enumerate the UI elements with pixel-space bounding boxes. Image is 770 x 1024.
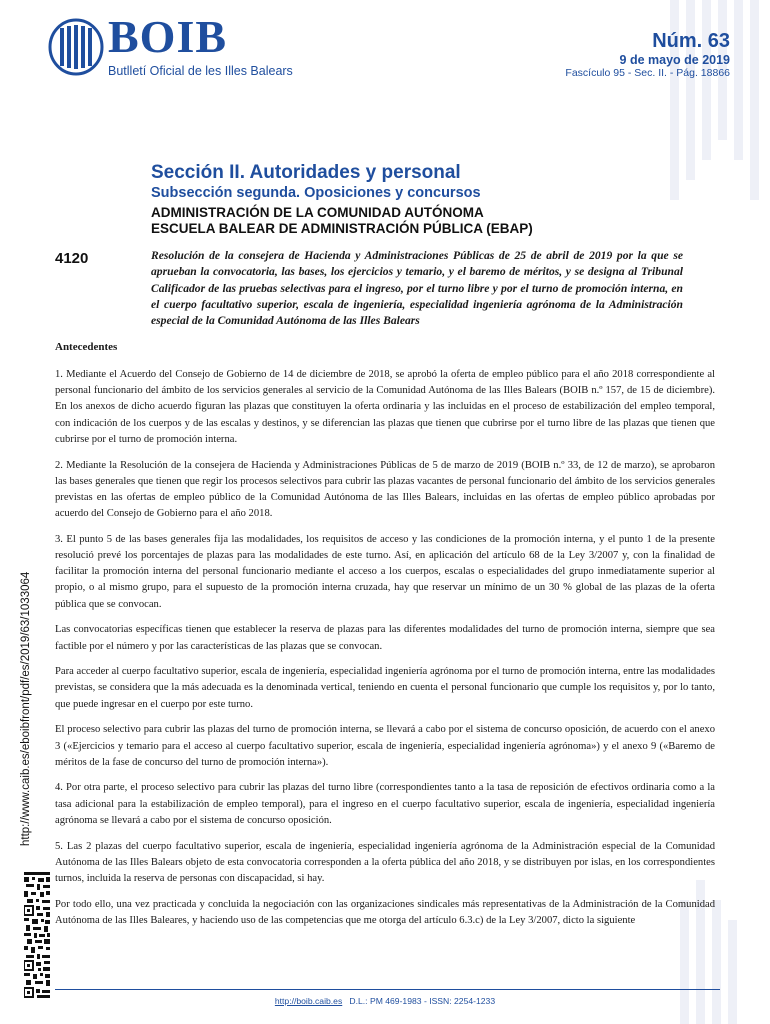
issue-date: 9 de mayo de 2019: [619, 53, 730, 67]
boib-shield-logo: [48, 18, 104, 76]
resolution-title: Resolución de la consejera de Hacienda y Administraciones Públicas de 25 de abril de 2019 por la que se aprueban la convocatoria, las bases, los ejercicios y temario, y el baremo de méritos, y se designa al Tribunal Calificador de las pruebas selectivas para el ingreso, por el turno libre y por el turno de promoción interna, en el cuerpo facultativo superior, escala de ingeniería, especialidad ingeniería agrónoma de la Administración especial de la Comunidad Autónoma de las Illes Balears: [151, 249, 683, 328]
paragraph: 4. Por otra parte, el proceso selectivo para cubrir las plazas del turno libre (correspondientes tanto a la tasa de reposición de efectivos ordinaria como a la tasa adicional para la estabilización de empleo temporal), para el ingreso en el cuerpo facultativo superior, escala de ingeniería, especialidad ingeniería agrónoma se llevará a cabo por el sistema de concurso oposición.: [55, 782, 715, 826]
paragraph: 1. Mediante el Acuerdo del Consejo de Gobierno de 14 de diciembre de 2018, se aprobó la oferta de empleo público para el año 2018 correspondiente al personal funcionario del ámbito de los servicios generales al servicio de la Comunidad Autónoma de las Illes Balears (BOIB n.º 157, de 15 de diciembre). En los anexos de dicho acuerdo figuran las plazas que constituyen la oferta ordinaria y las incluidas en el proceso de estabilización del empleo temporal, con indicación de los cuerpos y de las escalas y destinos, y se diferencian las plazas que tienen que cubrirse por el turno libre de las plazas que tienen que cubrirse por el turno de promoción interna.: [55, 369, 715, 445]
document-number: 4120: [55, 250, 89, 267]
antecedentes-heading: Antecedentes: [55, 341, 118, 353]
footer-link[interactable]: http://boib.caib.es: [274, 996, 343, 1006]
footer: [0, 996, 770, 1006]
fascicle-info: Fascículo 95 - Sec. II. - Pág. 18866: [565, 67, 730, 79]
issue-number: Núm. 63: [652, 30, 730, 52]
document-body: [55, 367, 715, 939]
paragraph: 5. Las 2 plazas del cuerpo facultativo superior, escala de ingeniería, especialidad ingeniería agrónoma de la Administración especial de la Comunidad Autónoma de las Illes Balears objeto de esta convocatoria corresponden a la oferta pública del año 2018, y se distribuyen por islas, en los correspondientes turnos, incluida la reserva de personas con discapacidad, si hay.: [55, 840, 715, 884]
section-title: Sección II. Autoridades y personal: [151, 162, 461, 183]
paragraph: 3. El punto 5 de las bases generales fija las modalidades, los requisitos de acceso y las condiciones de la promoción interna, y el punto 1 de la presente resolució prevé los porcentajes de plazas para las modalidades de este turno. Así, en aplicación del artículo 68 de la Ley 3/2007 y, con la finalidad de facilitar la promoción interna del personal funcionario mediante el acceso a los cuerpos, escalas o especialidades del grupo inmediatamente superior al propio, o al mismo grupo, para el supuesto de la promoción interna cruzada, hay que reservar un mínimo de un 30 % global de las plazas de la oferta pública que se convocan.: [55, 533, 715, 610]
footer-info: D.L.: PM 469-1983 - ISSN: 2254-1233: [349, 996, 496, 1006]
admin-line-2: ESCUELA BALEAR DE ADMINISTRACIÓN PÚBLICA (EBAP): [151, 221, 533, 236]
administration-heading: [151, 205, 533, 237]
paragraph: Por todo ello, una vez practicada y concluida la negociación con las organizaciones sindicales más representativas de la Administración de la Comunidad Autónoma de las Illes Baleares, y haciendo uso de las competencias que me otorga del artículo 6.3.c) de la Ley 3/2007, dicto la siguiente: [55, 898, 715, 926]
barcode-qr-icon: [24, 872, 50, 998]
admin-line-1: ADMINISTRACIÓN DE LA COMUNIDAD AUTÓNOMA: [151, 205, 484, 220]
side-document-url[interactable]: http://www.caib.es/eboibfront/pdf/es/2019/63/1033064: [20, 571, 32, 846]
boib-subtitle: Butlletí Oficial de les Illes Balears: [108, 64, 293, 78]
boib-logo-text: BOIB: [108, 11, 228, 62]
paragraph: 2. Mediante la Resolución de la consejera de Hacienda y Administraciones Públicas de 5 de marzo de 2019 (BOIB n.º 33, de 12 de marzo), se aprobaron las bases generales que tienen que regir los procesos selectivos para cubrir las plazas vacantes de personal funcionario del ámbito de los servicios generales previstas en las ofertas de empleo público de la Comunidad Autónoma de las Illes Balears, incluidas en las ofertas de empleo público aprobadas por acuerdo del Consejo de Gobierno para el año 2018.: [55, 459, 715, 520]
footer-divider: [55, 989, 720, 990]
paragraph: El proceso selectivo para cubrir las plazas del turno de promoción interna, se llevará a cabo por el sistema de concurso oposición, de acuerdo con el anexo 3 («Ejercicios y temario para el acceso al cuerpo facultativo superior, escala de ingeniería, especialidad ingeniería agrónoma») y el anexo 9 («Baremo de méritos de la fase de concurso del turno de promoción interna»).: [55, 724, 715, 768]
paragraph: Las convocatorias específicas tienen que establecer la reserva de plazas para las diferentes modalidades del turno de promoción interna, siempre que sea factible por el número y por las características de las plazas que se convocan.: [55, 624, 715, 652]
paragraph: Para acceder al cuerpo facultativo superior, escala de ingeniería, especialidad ingeniería agrónoma por el turno de promoción interna, entre las modalidades previstas, se considera que la más adecuada es la denominada vertical, teniendo en cuenta el personal funcionario que cumple los requisitos y, por lo tanto, que puede ingresar en el cuerpo por este turno.: [55, 666, 715, 710]
subsection-title: Subsección segunda. Oposiciones y concursos: [151, 185, 481, 201]
